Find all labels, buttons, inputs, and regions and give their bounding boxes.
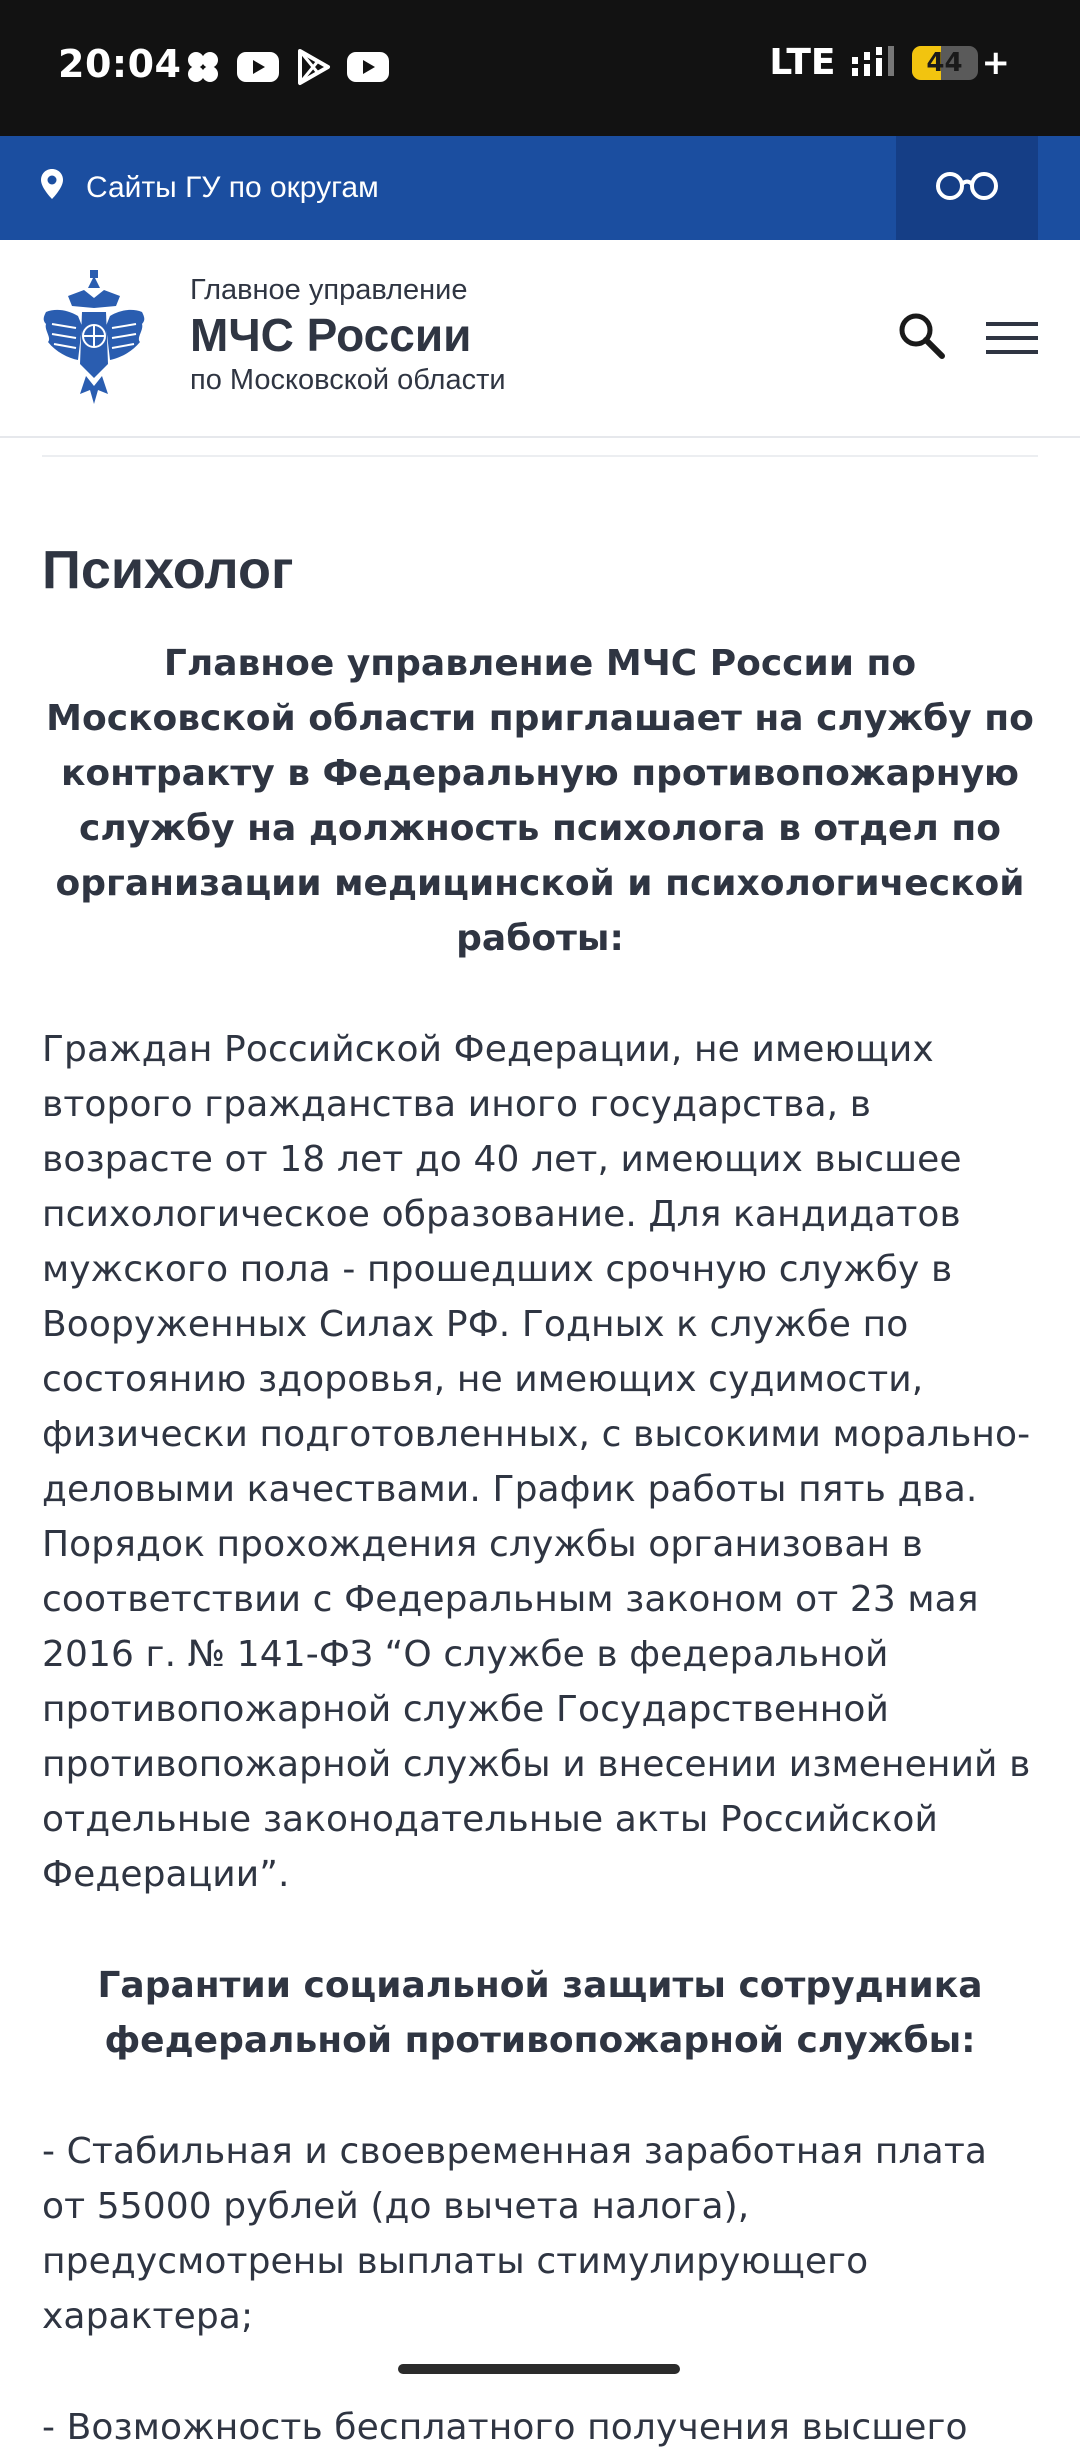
signal-strength-icon bbox=[850, 44, 898, 82]
status-time: 20:04 bbox=[58, 42, 182, 86]
accessibility-mode-button[interactable] bbox=[896, 136, 1038, 240]
status-indicators bbox=[769, 42, 1010, 83]
region-bar bbox=[0, 136, 1080, 240]
play-store-icon bbox=[294, 48, 332, 86]
article-body: Граждан Российской Федерации, не имеющих второго гражданства иного государства, в возрасте от 18 лет до 40 лет, имеющих высшее психологическое образование. Для кандидатов мужского пола - прошедших срочную службу в Вооруженных Силах РФ. Годных к службе по состоянию здоровья, не имеющих судимости, физически подготовленных, с высокими морально-деловыми качествами. График работы пять два. Порядок прохождения службы организован в соответствии с Федеральным законом от 23 мая 2016 г. № 141-ФЗ “О службе в федеральной противопожарной службе Государственной противопожарной службы и внесении изменений в отдельные законодательные акты Российской Федерации”. bbox=[42, 1029, 1031, 1895]
guarantee-item: - Стабильная и своевременная заработная плата от 55000 рублей (до вычета налога), предусмотрены выплаты стимулирующего характера; bbox=[42, 2131, 988, 2337]
regional-sites-link[interactable] bbox=[40, 136, 379, 240]
gesture-navigation-bar[interactable] bbox=[398, 2364, 680, 2374]
org-title-line2[interactable]: МЧС России bbox=[190, 309, 472, 361]
network-type: LTE bbox=[769, 42, 836, 83]
battery-level: 44 bbox=[926, 47, 963, 78]
content-divider bbox=[42, 455, 1038, 457]
guarantees-heading: Гарантии социальной защиты сотрудника федеральной противопожарной службы: bbox=[97, 1965, 983, 2061]
org-title-line3: по Московской области bbox=[190, 364, 506, 396]
search-icon bbox=[896, 347, 948, 366]
charging-icon: + bbox=[981, 42, 1010, 83]
search-button[interactable] bbox=[896, 310, 948, 362]
status-app-icons bbox=[184, 48, 390, 86]
article-intro: Главное управление МЧС России по Московской области приглашает на службу по контракту в Федеральную противопожарную службу на должность психолога в отдел по организации медицинской и психологической работы: bbox=[46, 643, 1034, 959]
youtube-icon bbox=[236, 50, 280, 84]
battery-indicator bbox=[912, 43, 1011, 83]
org-title-line1: Главное управление bbox=[190, 274, 468, 306]
mchs-emblem-icon[interactable] bbox=[38, 268, 150, 410]
guarantee-item: - Возможность бесплатного получения высшего bbox=[42, 2407, 968, 2448]
menu-button[interactable] bbox=[984, 318, 1040, 358]
page-title: Психолог bbox=[42, 540, 294, 600]
site-header bbox=[0, 240, 1080, 438]
flower-app-icon bbox=[184, 48, 222, 86]
hamburger-menu-icon bbox=[984, 343, 1040, 362]
article-content bbox=[42, 530, 1038, 2455]
status-bar bbox=[0, 0, 1080, 136]
location-pin-icon bbox=[40, 168, 64, 208]
battery-icon bbox=[912, 46, 978, 80]
youtube-icon bbox=[346, 50, 390, 84]
glasses-icon bbox=[934, 170, 1000, 206]
regional-sites-label: Сайты ГУ по округам bbox=[86, 171, 379, 204]
